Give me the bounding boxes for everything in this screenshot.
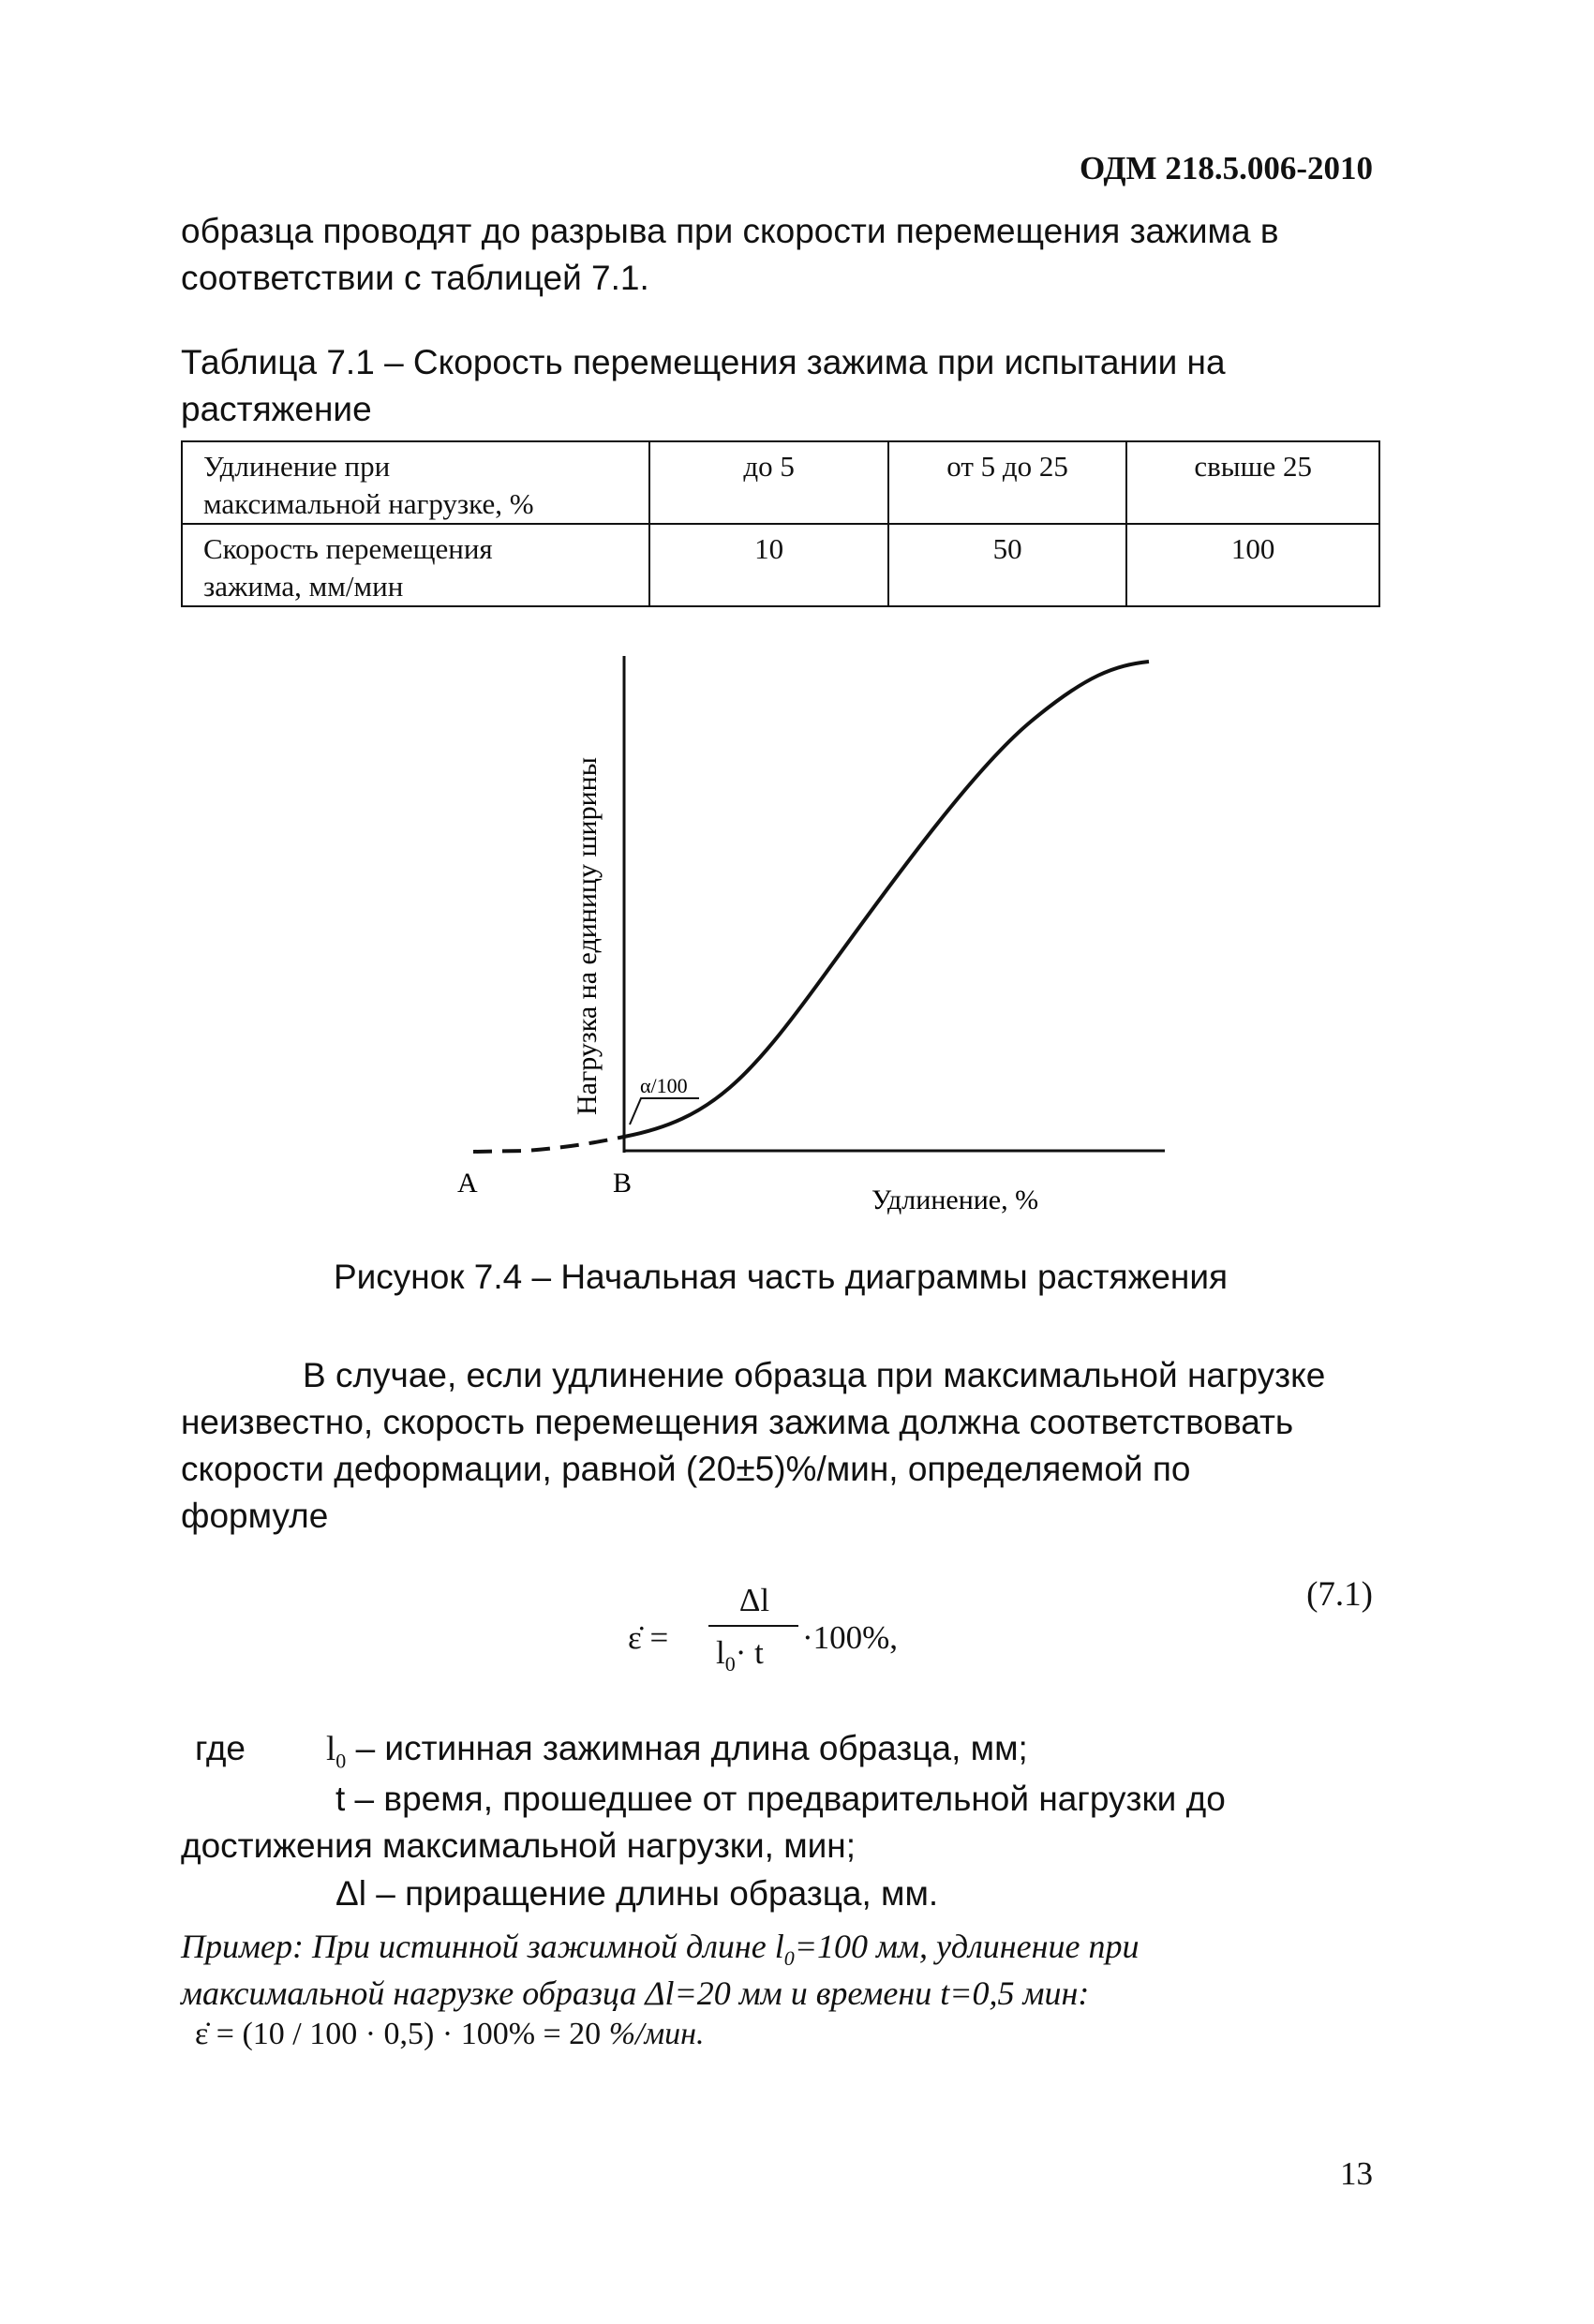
row-label-line: Удлинение при bbox=[203, 450, 391, 483]
row-label-line: максимальной нагрузке, % bbox=[203, 487, 534, 520]
x-axis-label: Удлинение, % bbox=[871, 1184, 1039, 1215]
intro-line-2: соответствии с таблицей 7.1. bbox=[181, 259, 649, 297]
where-word: где bbox=[195, 1729, 246, 1767]
denominator-t: · t bbox=[735, 1634, 764, 1671]
where-t-line-2: достижения максимальной нагрузки, мин; bbox=[181, 1826, 857, 1865]
l0-description: – истинная зажимная длина образца, мм; bbox=[355, 1729, 1028, 1767]
denominator-l: l bbox=[716, 1634, 725, 1671]
intro-line-1: образца проводят до разрыва при скорости перемещения зажима в bbox=[181, 212, 1279, 250]
table-cell: 50 bbox=[888, 524, 1127, 606]
table-cell: от 5 до 25 bbox=[888, 441, 1127, 524]
example-text: =100 мм, удлинение при bbox=[794, 1928, 1140, 1965]
page-number: 13 bbox=[1340, 2155, 1373, 2192]
document-code: ОДМ 218.5.006-2010 bbox=[1079, 150, 1373, 186]
slope-leader-line bbox=[630, 1098, 699, 1125]
denominator-subscript: 0 bbox=[724, 1652, 736, 1676]
where-delta-l: Δl – приращение длины образца, мм. bbox=[335, 1874, 939, 1913]
load-curve bbox=[624, 662, 1149, 1137]
where-l0 bbox=[326, 1729, 1028, 1773]
formula-denominator bbox=[716, 1634, 764, 1676]
example-text: Пример: При истинной зажимной длине bbox=[181, 1928, 775, 1965]
formula-lhs: ε̇ = bbox=[628, 1619, 669, 1656]
example-line-3 bbox=[195, 2017, 705, 2052]
formula-rhs: ·100%, bbox=[802, 1619, 899, 1656]
table-caption-line-1: Таблица 7.1 – Скорость перемещения зажима при испытании на bbox=[181, 343, 1226, 381]
y-axis-label: Нагрузка на единицу ширины bbox=[572, 757, 603, 1115]
where-t-line-1: t – время, прошедшее от предварительной нагрузки до bbox=[335, 1780, 1226, 1818]
table-cell: до 5 bbox=[649, 441, 888, 524]
fraction-bar bbox=[708, 1625, 798, 1627]
l0-subscript: 0 bbox=[335, 1749, 347, 1773]
table-cell: 100 bbox=[1126, 524, 1379, 606]
body-line-4: формуле bbox=[181, 1497, 329, 1535]
toe-region-dashed-curve bbox=[473, 1137, 624, 1152]
row-label-line: зажима, мм/мин bbox=[203, 570, 404, 603]
body-line-3: скорости деформации, равной (20±5)%/мин, определяемой по bbox=[181, 1450, 1191, 1488]
point-b-label: B bbox=[613, 1168, 633, 1199]
row-label-line: Скорость перемещения bbox=[203, 532, 493, 565]
example-line-2: максимальной нагрузке образца Δl=20 мм и времени t=0,5 мин: bbox=[181, 1974, 1090, 2012]
example-unit: %/мин. bbox=[608, 2017, 705, 2051]
body-line-1: В случае, если удлинение образца при максимальной нагрузке bbox=[303, 1356, 1326, 1394]
point-a-label: A bbox=[457, 1168, 478, 1199]
example-formula: ε̇ = (10 / 100 · 0,5) · 100% = 20 bbox=[195, 2017, 609, 2051]
example-l-subscript: 0 bbox=[783, 1946, 795, 1971]
l0-symbol: l bbox=[326, 1730, 336, 1768]
table-cell: 10 bbox=[649, 524, 888, 606]
formula bbox=[618, 1582, 1181, 1706]
table-caption-line-2: растяжение bbox=[181, 390, 372, 428]
table-cell: свыше 25 bbox=[1126, 441, 1379, 524]
example-l-symbol: l bbox=[774, 1928, 784, 1965]
figure-caption: Рисунок 7.4 – Начальная часть диаграммы растяжения bbox=[333, 1258, 1229, 1296]
body-line-2: неизвестно, скорость перемещения зажима должна соответствовать bbox=[181, 1403, 1294, 1441]
slope-label: α/100 bbox=[640, 1074, 688, 1097]
equation-number: (7.1) bbox=[1306, 1575, 1373, 1614]
formula-numerator: Δl bbox=[738, 1582, 770, 1618]
